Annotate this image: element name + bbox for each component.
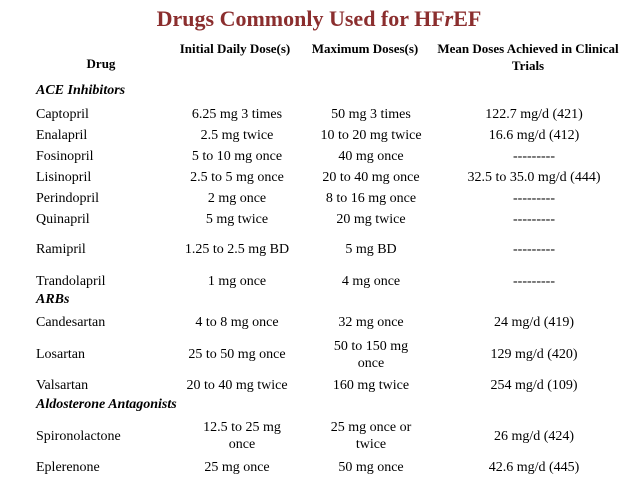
cell-maximum: 32 mg once	[338, 315, 404, 330]
cell-drug: Candesartan	[36, 315, 106, 330]
header-initial: Initial Daily Dose(s)	[179, 41, 291, 56]
cell-maximum: 8 to 16 mg once	[325, 191, 417, 206]
header-drug: Drug	[86, 56, 116, 71]
cell-mean: 32.5 to 35.0 mg/d (444)	[467, 170, 601, 185]
cell-mean: 122.7 mg/d (421)	[485, 107, 583, 122]
cell-initial: 12.5 to 25 mg once	[203, 420, 281, 452]
cell-initial: 2.5 to 5 mg once	[190, 170, 284, 185]
cell-initial: 25 mg once	[204, 460, 270, 475]
title-ef: EF	[453, 6, 482, 31]
cell-maximum: 50 mg 3 times	[331, 107, 411, 122]
group-arb: ARBs	[36, 292, 70, 307]
cell-maximum: 50 to 150 mg once	[333, 339, 409, 371]
cell-maximum: 20 mg twice	[336, 212, 406, 227]
cell-drug: Valsartan	[36, 378, 89, 393]
cell-initial: 5 to 10 mg once	[191, 149, 283, 164]
cell-maximum: 50 mg once	[338, 460, 404, 475]
cell-initial: 5 mg twice	[205, 212, 269, 227]
cell-drug: Trandolapril	[36, 274, 106, 289]
title-italic-r: r	[444, 6, 454, 31]
cell-mean: 26 mg/d (424)	[493, 429, 575, 444]
cell-mean: 254 mg/d (109)	[490, 378, 578, 393]
cell-mean: ---------	[513, 242, 555, 257]
cell-mean: 129 mg/d (420)	[490, 347, 578, 362]
cell-maximum: 25 mg once or twice	[330, 420, 412, 452]
cell-drug: Eplerenone	[36, 460, 100, 475]
cell-drug: Captopril	[36, 107, 89, 122]
cell-initial: 1.25 to 2.5 mg BD	[184, 242, 290, 257]
cell-initial: 25 to 50 mg once	[188, 347, 286, 362]
header-maximum: Maximum Doses(s)	[311, 41, 419, 56]
cell-drug: Losartan	[36, 347, 85, 362]
group-aldo: Aldosterone Antagonists	[36, 397, 177, 412]
cell-initial: 4 to 8 mg once	[195, 315, 279, 330]
cell-drug: Fosinopril	[36, 149, 94, 164]
cell-maximum: 4 mg once	[341, 274, 401, 289]
cell-initial: 2.5 mg twice	[200, 128, 274, 143]
page-title	[0, 6, 638, 32]
cell-mean: ---------	[513, 191, 555, 206]
title-text: Drugs Commonly Used for HF	[156, 6, 445, 31]
cell-maximum: 10 to 20 mg twice	[320, 128, 422, 143]
cell-maximum: 5 mg BD	[345, 242, 397, 257]
cell-drug: Enalapril	[36, 128, 88, 143]
cell-initial: 6.25 mg 3 times	[191, 107, 283, 122]
cell-maximum: 160 mg twice	[332, 378, 410, 393]
cell-mean: ---------	[513, 212, 555, 227]
cell-drug: Ramipril	[36, 242, 86, 257]
cell-mean: 16.6 mg/d (412)	[488, 128, 580, 143]
group-ace: ACE Inhibitors	[36, 83, 126, 98]
cell-drug: Perindopril	[36, 191, 99, 206]
cell-initial: 2 mg once	[207, 191, 267, 206]
cell-maximum: 20 to 40 mg once	[322, 170, 420, 185]
cell-mean: ---------	[513, 149, 555, 164]
cell-mean: 42.6 mg/d (445)	[488, 460, 580, 475]
cell-initial: 1 mg once	[207, 274, 267, 289]
header-mean: Mean Doses Achieved in Clinical Trials	[437, 41, 619, 73]
cell-drug: Quinapril	[36, 212, 90, 227]
cell-initial: 20 to 40 mg twice	[186, 378, 288, 393]
cell-drug: Spironolactone	[36, 429, 121, 444]
cell-mean: ---------	[513, 274, 555, 289]
cell-maximum: 40 mg once	[338, 149, 404, 164]
cell-drug: Lisinopril	[36, 170, 92, 185]
cell-mean: 24 mg/d (419)	[493, 315, 575, 330]
